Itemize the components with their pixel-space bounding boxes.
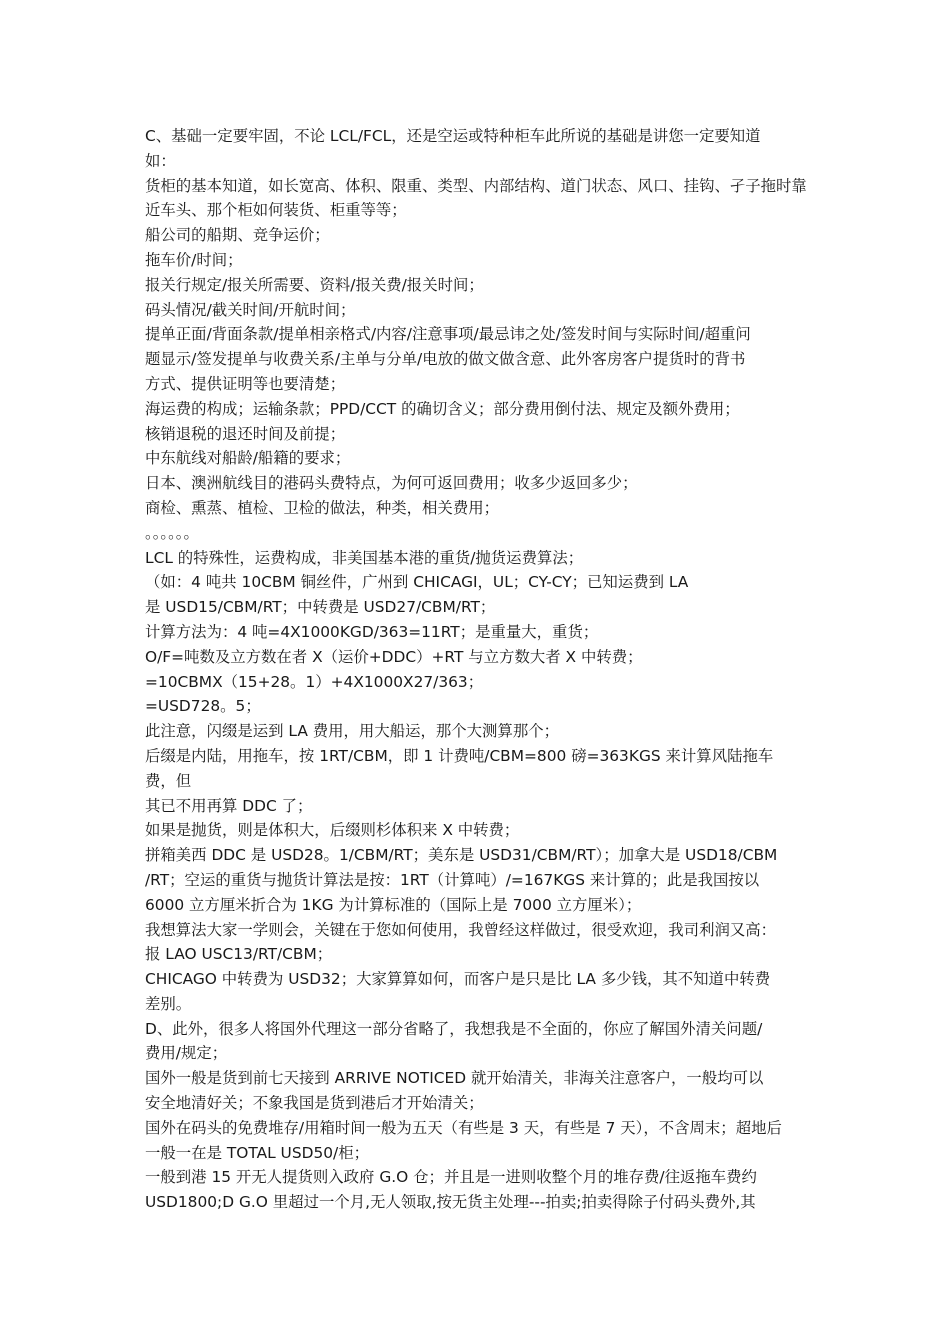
text-line: 一般一在是 TOTAL USD50/柜； <box>145 1143 369 1162</box>
text-line: /RT；空运的重货与抛货计算法是按：1RT（计算吨）/=167KGS 来计算的；此是我国按以 <box>145 870 760 889</box>
text-line: 货柜的基本知道，如长宽高、体积、限重、类型、内部结构、道门状态、风口、挂钩、孑子拖时靠 <box>145 176 807 195</box>
text-line: 后缀是内陆，用拖车，按 1RT/CBM，即 1 计费吨/CBM=800 磅=363KGS 来计算风陆拖车 <box>145 746 774 765</box>
text-line: 商检、熏蒸、植检、卫检的做法，种类，相关费用； <box>145 498 499 517</box>
text-line: 报 LAO USC13/RT/CBM； <box>145 945 333 964</box>
text-line: 码头情况/截关时间/开航时间； <box>145 300 356 319</box>
text-line: USD1800;D G.O 里超过一个月,无人领取,按无货主处理---拍卖;拍卖得除子付码头费外,其 <box>145 1193 756 1212</box>
text-line: D、此外，很多人将国外代理这一部分省略了，我想我是不全面的，你应了解国外清关问题/ <box>145 1019 763 1038</box>
text-line: =USD728。5； <box>145 697 261 716</box>
text-line: 一般到港 15 开无人提货则入政府 G.O 仓；并且是一进则收整个月的堆存费/往返拖车费约 <box>145 1168 757 1187</box>
text-line: =10CBMX（15+28。1）+4X1000X27/363； <box>145 672 484 691</box>
text-line: 拖车价/时间； <box>145 250 243 269</box>
text-line: 我想算法大家一学则会，关键在于您如何使用，我曾经这样做过，很受欢迎，我司利润又高： <box>145 920 777 939</box>
text-line: 国外在码头的免费堆存/用箱时间一般为五天（有些是 3 天，有些是 7 天），不含周末；超地后 <box>145 1118 782 1137</box>
text-line: 差别。 <box>145 994 192 1013</box>
document-body <box>145 124 807 1215</box>
text-line: 方式、提供证明等也要清楚； <box>145 374 346 393</box>
text-line: 。。。。。。 <box>145 523 199 542</box>
text-line: 安全地清好关；不象我国是货到港后才开始清关； <box>145 1094 484 1113</box>
text-line: 报关行规定/报关所需要、资料/报关费/报关时间； <box>145 275 484 294</box>
text-line: 如果是抛货，则是体积大，后缀则杉体积来 X 中转费； <box>145 821 520 840</box>
text-line: 是 USD15/CBM/RT；中转费是 USD27/CBM/RT； <box>145 598 496 617</box>
text-line: 如： <box>145 151 176 170</box>
text-line: 中东航线对船龄/船籍的要求； <box>145 449 351 468</box>
text-line: 国外一般是货到前七天接到 ARRIVE NOTICED 就开始清关，非海关注意客户，一般均可以 <box>145 1069 764 1088</box>
text-line: CHICAGO 中转费为 USD32；大家算算如何，而客户是只是比 LA 多少钱，其不知道中转费 <box>145 970 771 989</box>
text-line: （如：4 吨共 10CBM 铜丝件，广州到 CHICAGI，UL；CY-CY；已知运费到 LA <box>145 573 689 592</box>
text-line: 船公司的船期、竞争运价； <box>145 226 330 245</box>
text-line: 日本、澳洲航线目的港码头费特点，为何可返回费用；收多少返回多少； <box>145 474 638 493</box>
text-line: 题显示/签发提单与收费关系/主单与分单/电放的做文做含意、此外客房客户提货时的背书 <box>145 350 746 369</box>
text-line: 6000 立方厘米折合为 1KG 为计算标准的（国际上是 7000 立方厘米）； <box>145 895 642 914</box>
text-line: 拼箱美西 DDC 是 USD28。1/CBM/RT；美东是 USD31/CBM/RT）；加拿大是 USD18/CBM <box>145 846 778 865</box>
text-line: 其已不用再算 DDC 了； <box>145 796 313 815</box>
text-line: 费用/规定； <box>145 1044 228 1063</box>
text-line: 提单正面/背面条款/提单相亲格式/内容/注意事项/最忌讳之处/签发时间与实际时间/超重问 <box>145 325 751 344</box>
text-line: 此注意，闪缀是运到 LA 费用，用大船运，那个大测算那个； <box>145 722 560 741</box>
text-line: 费，但 <box>145 771 192 790</box>
text-line: 计算方法为：4 吨=4X1000KGD/363=11RT；是重量大，重货； <box>145 622 599 641</box>
text-line: O/F=吨数及立方数在者 X（运价+DDC）+RT 与立方数大者 X 中转费； <box>145 647 643 666</box>
text-line: 核销退税的退还时间及前提； <box>145 424 346 443</box>
text-line: LCL 的特殊性，运费构成，非美国基本港的重货/抛货运费算法； <box>145 548 584 567</box>
text-line: 近车头、那个柜如何装货、柜重等等； <box>145 201 407 220</box>
text-line: C、基础一定要牢固，不论 LCL/FCL，还是空运或特种柜车此所说的基础是讲您一定要知道 <box>145 127 761 145</box>
text-line: 海运费的构成；运输条款；PPD/CCT 的确切含义；部分费用倒付法、规定及额外费用； <box>145 399 740 418</box>
